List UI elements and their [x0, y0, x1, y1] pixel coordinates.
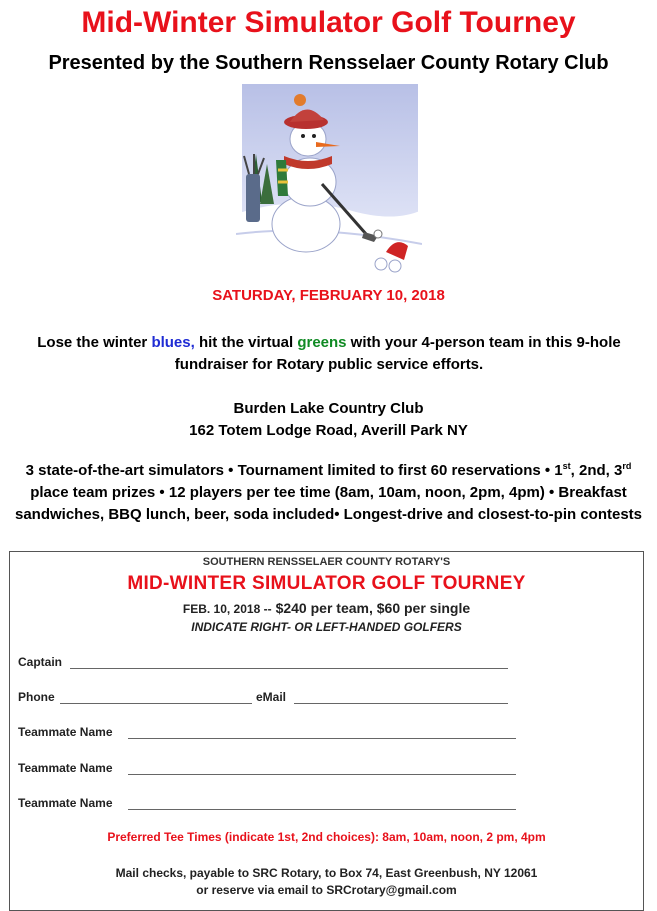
- intro-greens: greens: [297, 334, 347, 351]
- form-price: [10, 600, 643, 618]
- mail-instructions: [10, 865, 643, 899]
- form-price-text: $240 per team, $60 per single: [275, 600, 471, 616]
- intro-text-3: with your 4-person team in this 9-hole fundraiser for Rotary public service efforts.: [174, 334, 621, 373]
- intro-text-2: hit the virtual: [194, 334, 298, 351]
- mail-line-1: Mail checks, payable to SRC Rotary, to Box 74, East Greenbush, NY 12061: [115, 866, 538, 880]
- teammate-label-2: Teammate Name: [18, 761, 113, 775]
- intro-blues: blues,: [151, 334, 195, 351]
- captain-field[interactable]: [70, 668, 508, 669]
- page-subtitle: Presented by the Southern Rensselaer County Rotary Club: [48, 52, 609, 74]
- event-intro: [14, 332, 644, 376]
- details-sup-rd: rd: [622, 461, 632, 471]
- email-label: eMail: [256, 690, 287, 704]
- venue: [0, 398, 657, 442]
- teammate-field-3[interactable]: [128, 809, 516, 810]
- tee-times: Preferred Tee Times (indicate 1st, 2nd choices): 8am, 10am, noon, 2 pm, 4pm: [107, 830, 546, 844]
- teammate-field-1[interactable]: [128, 738, 516, 739]
- mail-line-2: or reserve via email to SRCrotary@gmail.com: [196, 883, 457, 897]
- teammate-field-2[interactable]: [128, 774, 516, 775]
- details-text-3: place team prizes • 12 players per tee time (8am, 10am, noon, 2pm, 4pm) • Breakfast sandwiches, BBQ lunch, beer, soda included• Longest-drive and closest-to-pin contests: [14, 484, 643, 523]
- intro-text-1: Lose the winter: [37, 334, 152, 351]
- event-date: SATURDAY, FEBRUARY 10, 2018: [212, 287, 445, 304]
- event-details: [10, 460, 647, 526]
- form-date: FEB. 10, 2018 --: [182, 602, 272, 616]
- snowman-golfer-icon: [236, 84, 422, 276]
- details-sup-st: st: [562, 461, 571, 471]
- teammate-label-1: Teammate Name: [18, 725, 113, 739]
- registration-form: [9, 551, 644, 911]
- form-indicate: INDICATE RIGHT- OR LEFT-HANDED GOLFERS: [191, 620, 462, 634]
- venue-address: 162 Totem Lodge Road, Averill Park NY: [189, 422, 468, 439]
- captain-label: Captain: [18, 655, 63, 669]
- email-field[interactable]: [294, 703, 508, 704]
- details-text-2: , 2nd, 3: [570, 462, 623, 479]
- phone-label: Phone: [18, 690, 55, 704]
- details-text-1: 3 state-of-the-art simulators • Tournament limited to first 60 reservations • 1: [25, 462, 563, 479]
- teammate-label-3: Teammate Name: [18, 796, 113, 810]
- page-title: Mid-Winter Simulator Golf Tourney: [81, 6, 576, 39]
- venue-name: Burden Lake Country Club: [233, 400, 424, 417]
- form-title: MID-WINTER SIMULATOR GOLF TOURNEY: [127, 573, 526, 594]
- form-org: SOUTHERN RENSSELAER COUNTY ROTARY'S: [202, 556, 451, 568]
- phone-field[interactable]: [60, 703, 252, 704]
